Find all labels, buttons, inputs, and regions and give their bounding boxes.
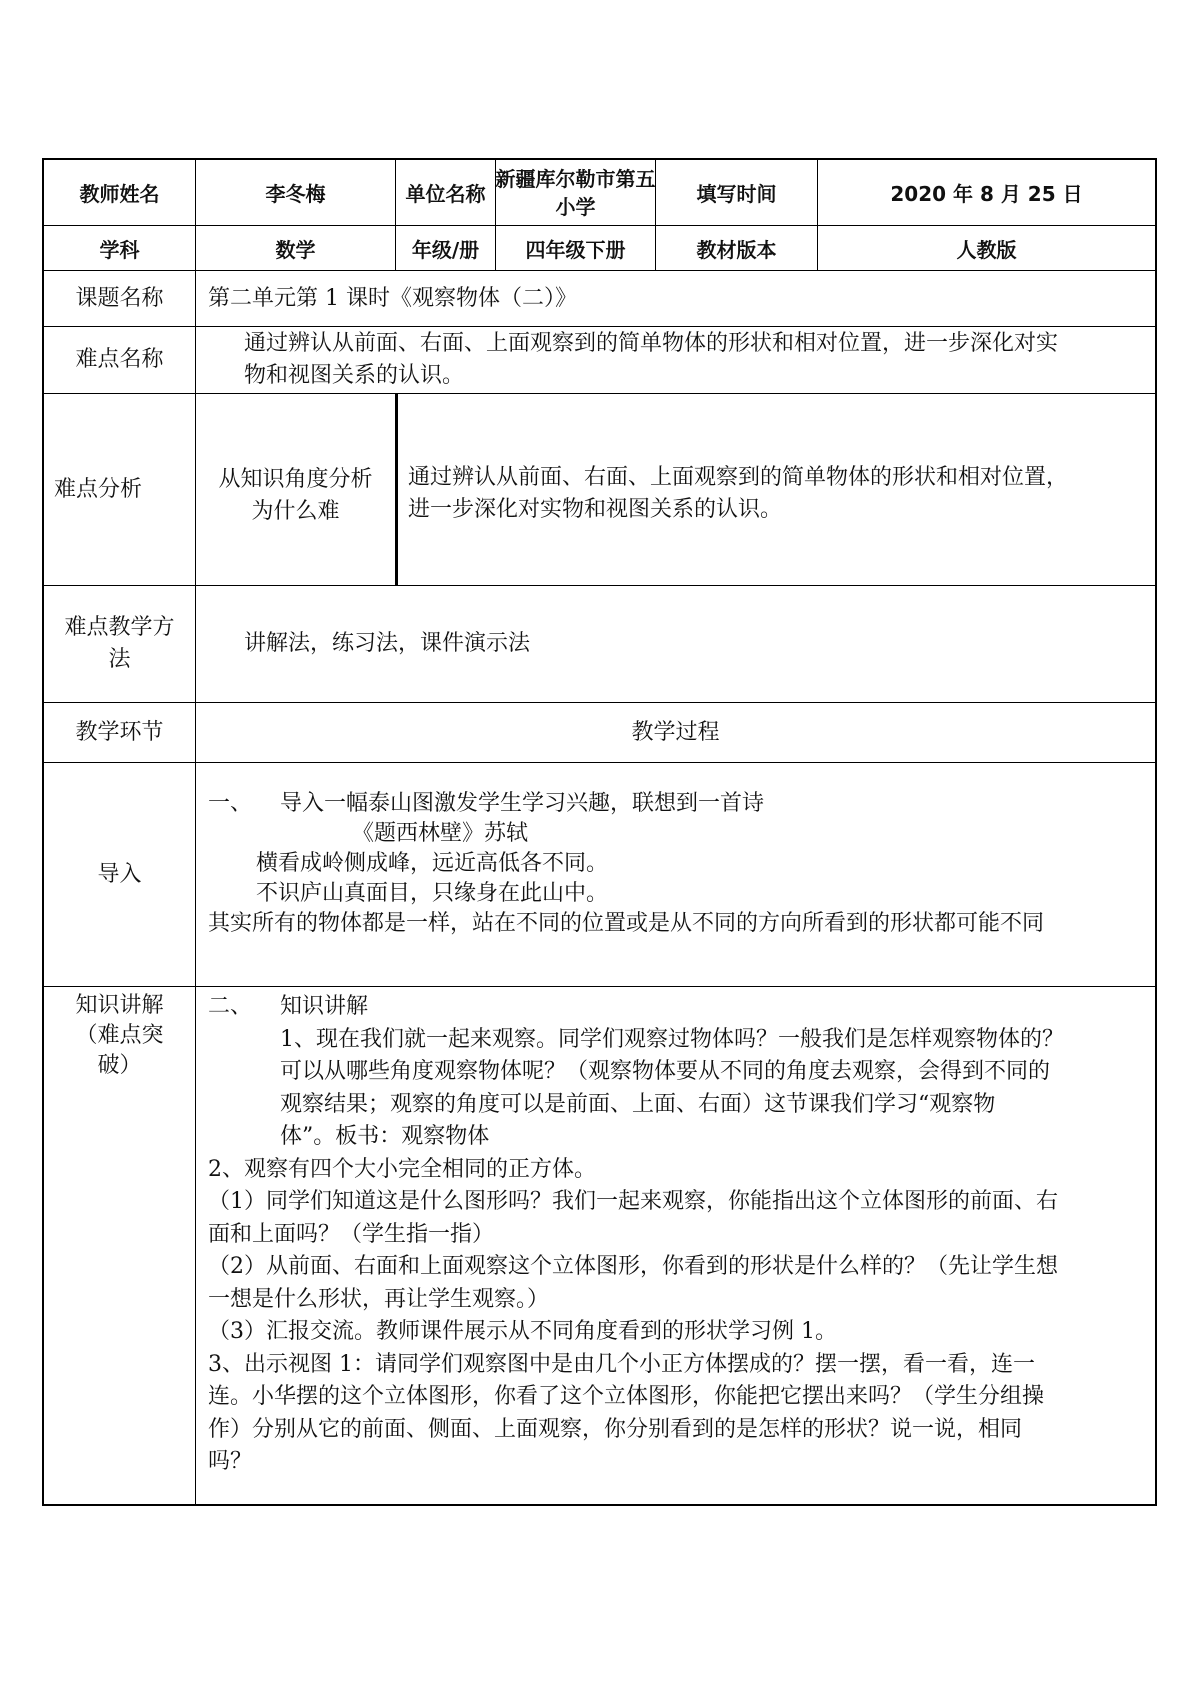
difficulty-line-2: 物和视图关系的认识。 xyxy=(244,363,465,388)
intro-line-3: 横看成岭侧成峰，远近高低各不同。 xyxy=(256,851,609,876)
knowledge-line-2: 1、现在我们就一起来观察。同学们观察过物体吗？一般我们是怎样观察物体的？ xyxy=(280,1026,1064,1052)
grade-label: 年级/册 xyxy=(396,226,496,271)
subject-value: 数学 xyxy=(196,226,396,271)
unit-name-value xyxy=(496,160,656,226)
lesson-plan-table xyxy=(42,158,1157,1506)
knowledge-line-11: （3）汇报交流。教师课件展示从不同角度看到的形状学习例 1。 xyxy=(208,1319,837,1344)
knowledge-label-line-1: 知识讲解 xyxy=(75,993,164,1018)
topic-label: 课题名称 xyxy=(44,271,196,327)
knowledge-line-3: 可以从哪些角度观察物体呢？（观察物体要从不同的角度去观察，会得到不同的 xyxy=(280,1059,1051,1084)
knowledge-label-line-2: （难点突 xyxy=(75,1023,164,1048)
intro-line-5: 其实所有的物体都是一样，站在不同的位置或是从不同的方向所看到的形状都可能不同 xyxy=(208,911,1045,936)
method-label-line-2: 法 xyxy=(108,647,131,672)
grade-value: 四年级下册 xyxy=(496,226,656,271)
topic-value: 第二单元第 1 课时《观察物体（二）》 xyxy=(196,271,1155,327)
knowledge-line-15: 吗？ xyxy=(208,1449,253,1474)
method-label-line-1: 难点教学方 xyxy=(64,615,175,640)
knowledge-label-line-3: 破） xyxy=(97,1053,142,1078)
edition-value: 人教版 xyxy=(818,226,1155,271)
teacher-name-label: 教师姓名 xyxy=(44,160,196,226)
edition-label: 教材版本 xyxy=(656,226,818,271)
knowledge-label xyxy=(44,987,196,1504)
process-header: 教学过程 xyxy=(196,703,1155,763)
fill-date-value: 2020 年 8 月 25 日 xyxy=(818,160,1155,226)
knowledge-line-9: （2）从前面、右面和上面观察这个立体图形，你看到的形状是什么样的？（先让学生想 xyxy=(208,1254,1058,1279)
knowledge-line-4: 观察结果；观察的角度可以是前面、上面、右面）这节课我们学习“观察物 xyxy=(280,1091,996,1117)
analysis-sub-label-line-1: 从知识角度分析 xyxy=(218,467,373,492)
unit-name-line-2: 小学 xyxy=(555,194,596,219)
knowledge-content xyxy=(196,987,1155,1504)
analysis-value xyxy=(398,394,1155,586)
knowledge-line-13: 连。小华摆的这个立体图形，你看了这个立体图形，你能把它摆出来吗？（学生分组操 xyxy=(208,1384,1045,1409)
stage-header: 教学环节 xyxy=(44,703,196,763)
analysis-label: 难点分析 xyxy=(44,394,196,586)
difficulty-label: 难点名称 xyxy=(44,327,196,394)
knowledge-line-12: 3、出示视图 1：请同学们观察图中是由几个小正方体摆成的？摆一摆，看一看，连一 xyxy=(208,1351,1035,1377)
knowledge-line-1: 二、 知识讲解 xyxy=(208,994,368,1019)
knowledge-line-6: 2、观察有四个大小完全相同的正方体。 xyxy=(208,1156,596,1182)
teacher-name-value: 李冬梅 xyxy=(196,160,396,226)
intro-label: 导入 xyxy=(44,763,196,987)
analysis-line-1: 通过辨认从前面、右面、上面观察到的简单物体的形状和相对位置， xyxy=(408,465,1069,490)
unit-name-line-1: 新疆库尔勒市第五 xyxy=(495,166,656,191)
intro-line-1: 一、 导入一幅泰山图激发学生学习兴趣，联想到一首诗 xyxy=(208,791,764,816)
intro-line-4: 不识庐山真面目，只缘身在此山中。 xyxy=(256,881,609,906)
method-label xyxy=(44,586,196,703)
knowledge-line-5: 体”。板书：观察物体 xyxy=(280,1124,490,1149)
unit-name-label: 单位名称 xyxy=(396,160,496,226)
difficulty-value xyxy=(196,327,1155,394)
difficulty-line-1: 通过辨认从前面、右面、上面观察到的简单物体的形状和相对位置，进一步深化对实 xyxy=(244,331,1059,356)
subject-label: 学科 xyxy=(44,226,196,271)
intro-content xyxy=(196,763,1155,987)
method-value: 讲解法，练习法，课件演示法 xyxy=(196,586,1155,703)
knowledge-line-14: 作）分别从它的前面、侧面、上面观察，你分别看到的是怎样的形状？说一说，相同 xyxy=(208,1416,1023,1442)
fill-date-label: 填写时间 xyxy=(656,160,818,226)
intro-line-2: 《题西林壁》苏轼 xyxy=(352,821,529,846)
analysis-line-2: 进一步深化对实物和视图关系的认识。 xyxy=(408,497,783,522)
knowledge-line-10: 一想是什么形状，再让学生观察。） xyxy=(208,1286,550,1312)
analysis-sub-label-line-2: 为什么难 xyxy=(251,499,340,524)
knowledge-line-8: 面和上面吗？（学生指一指） xyxy=(208,1221,495,1247)
knowledge-line-7: （1）同学们知道这是什么图形吗？我们一起来观察，你能指出这个立体图形的前面、右 xyxy=(208,1189,1058,1214)
analysis-sub-label xyxy=(196,394,398,586)
